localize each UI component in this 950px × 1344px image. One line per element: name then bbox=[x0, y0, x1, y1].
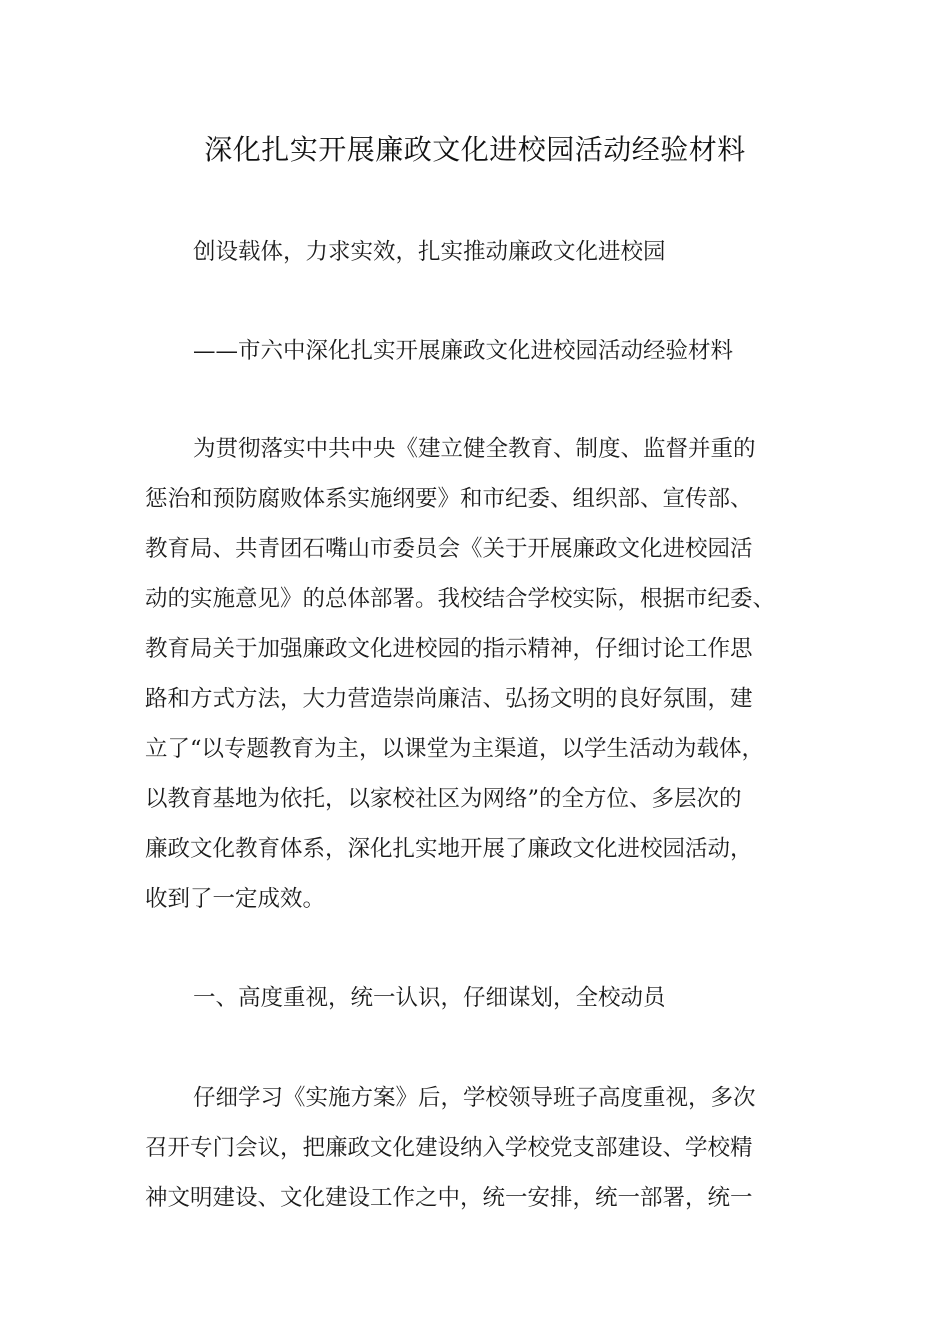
paragraph-line: 为贯彻落实中共中央《建立健全教育、制度、监督并重的 bbox=[193, 436, 756, 462]
section-heading: 一、高度重视，统一认识，仔细谋划，全校动员 bbox=[193, 985, 666, 1011]
paragraph-line: 神文明建设、文化建设工作之中，统一安排，统一部署，统一 bbox=[145, 1185, 753, 1211]
paragraph-line: 教育局关于加强廉政文化进校园的指示精神，仔细讨论工作思 bbox=[145, 636, 753, 662]
paragraph-line: 以教育基地为依托，以家校社区为网络”的全方位、多层次的 bbox=[145, 786, 742, 812]
paragraph-line: 路和方式方法，大力营造崇尚廉洁、弘扬文明的良好氛围，建 bbox=[145, 686, 753, 712]
paragraph-line: 廉政文化教育体系，深化扎实地开展了廉政文化进校园活动， bbox=[145, 836, 753, 862]
paragraph-line: 教育局、共青团石嘴山市委员会《关于开展廉政文化进校园活 bbox=[145, 536, 753, 562]
paragraph-line: 动的实施意见》的总体部署。我校结合学校实际，根据市纪委、 bbox=[145, 586, 776, 612]
subtitle-line: ——市六中深化扎实开展廉政文化进校园活动经验材料 bbox=[193, 338, 734, 364]
paragraph-line: 召开专门会议，把廉政文化建设纳入学校党支部建设、学校精 bbox=[145, 1135, 753, 1161]
paragraph-line: 立了“以专题教育为主，以课堂为主渠道，以学生活动为载体， bbox=[145, 736, 765, 762]
document-title: 深化扎实开展廉政文化进校园活动经验材料 bbox=[204, 133, 746, 166]
paragraph-line: 收到了一定成效。 bbox=[145, 886, 326, 912]
paragraph-line: 惩治和预防腐败体系实施纲要》和市纪委、组织部、宣传部、 bbox=[145, 486, 753, 512]
paragraph-line: 仔细学习《实施方案》后，学校领导班子高度重视，多次 bbox=[193, 1085, 756, 1111]
subtitle-line: 创设载体，力求实效，扎实推动廉政文化进校园 bbox=[193, 239, 666, 265]
